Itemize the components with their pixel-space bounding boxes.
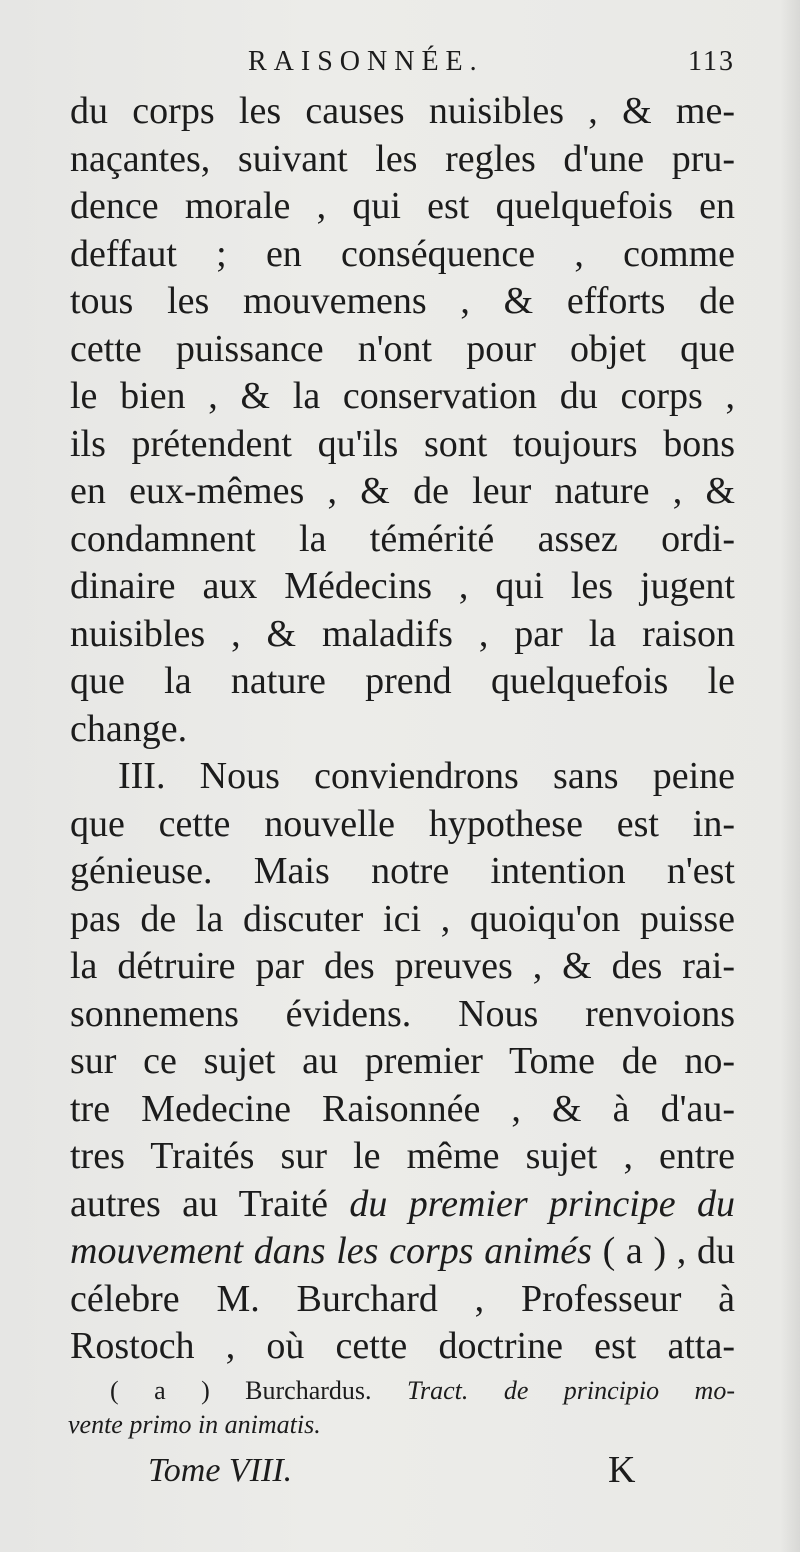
section-start-line: III. Nous conviendrons sans peine	[118, 755, 735, 797]
italic-title: du premier principe du	[349, 1182, 735, 1225]
text-line-with-italic	[70, 1228, 735, 1276]
text-line: tre Medecine Raisonnée , & à d'au-	[70, 1087, 735, 1130]
footnote-line	[68, 1408, 735, 1442]
text-line: change.	[70, 707, 188, 750]
page-edge-shadow	[780, 0, 800, 1552]
volume-signature: Tome VIII.	[148, 1452, 293, 1489]
running-head	[70, 46, 735, 86]
text-line: pas de la discuter ici , quoiqu'on puisse	[70, 897, 735, 940]
footnote-marker: ( a ) Burchardus.	[110, 1376, 407, 1405]
text-line: condamnent la témérité assez ordi-	[70, 517, 735, 560]
body-text	[70, 88, 735, 1371]
running-title: RAISONNÉE.	[248, 46, 484, 77]
text-line: ils prétendent qu'ils sont toujours bons	[70, 422, 735, 465]
footnote	[68, 1374, 735, 1442]
text-line: le bien , & la conservation du corps ,	[70, 375, 735, 417]
text-segment: ( a ) , du	[591, 1230, 735, 1272]
text-line: Rostoch , où cette doctrine est atta-	[70, 1325, 735, 1367]
text-line: sonnemens évidens. Nous renvoions	[70, 992, 735, 1035]
text-line: dence morale , qui est quelquefois en	[70, 185, 735, 227]
text-line: en eux-mêmes , & de leur nature , &	[70, 470, 735, 512]
text-line: que la nature prend quelquefois le	[70, 660, 735, 702]
footnote-italic: Tract. de principio mo-	[406, 1376, 735, 1405]
text-segment: autres au Traité	[70, 1182, 350, 1225]
text-line: que cette nouvelle hypothese est in-	[70, 802, 735, 845]
text-line: nuisibles , & maladifs , par la raison	[70, 612, 735, 655]
text-line: génieuse. Mais notre intention n'est	[70, 850, 735, 892]
signature-mark: K	[608, 1449, 636, 1491]
footnote-line	[110, 1374, 735, 1408]
page-number: 113	[688, 46, 735, 77]
text-line: deffaut ; en conséquence , comme	[70, 232, 735, 275]
footnote-italic: vente primo in animatis.	[68, 1410, 321, 1439]
italic-title: mouvement dans les corps animés	[70, 1230, 592, 1272]
text-line: tres Traités sur le même sujet , entre	[70, 1135, 735, 1177]
text-line: célebre M. Burchard , Professeur à	[70, 1277, 735, 1320]
text-line: la détruire par des preuves , & des rai-	[70, 945, 735, 987]
text-line: dinaire aux Médecins , qui les jugent	[70, 565, 735, 607]
text-line: naçantes, suivant les regles d'une pru-	[70, 137, 735, 180]
text-line: tous les mouvemens , & efforts de	[70, 280, 735, 322]
text-line: sur ce sujet au premier Tome de no-	[70, 1040, 735, 1082]
text-line: du corps les causes nuisibles , & me-	[70, 90, 735, 132]
text-line: cette puissance n'ont pour objet que	[70, 327, 735, 370]
text-line-with-italic	[70, 1181, 735, 1229]
